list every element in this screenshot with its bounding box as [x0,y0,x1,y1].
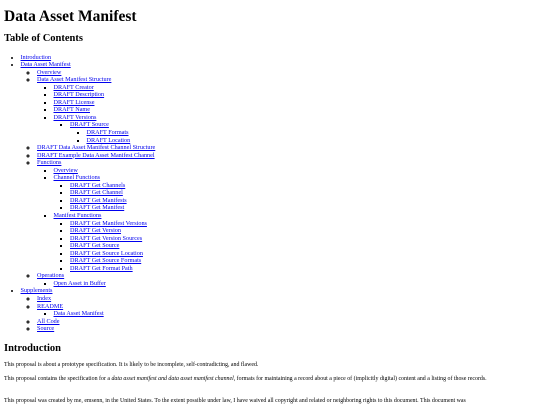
table-of-contents [4,54,155,333]
toc-item [37,152,155,160]
toc-item [37,325,155,333]
toc-item [70,182,155,190]
toc-link-manifest-functions[interactable]: Manifest Functions [53,211,102,219]
toc-link-all-code[interactable]: All Code [37,317,60,325]
toc-item [54,84,156,92]
toc-link-get-channel[interactable]: DRAFT Get Channel [70,189,123,197]
toc-item [54,91,156,99]
toc-item [37,76,155,144]
intro-paragraph-3: This proposal was created by me, emsenn, in the United States. To the extent possible under law, I have waived all copyright and related or neighboring rights to this document. This document was [4,398,466,404]
toc-item [70,204,155,212]
page-title: Data Asset Manifest [4,8,137,25]
toc-link-get-version-sources[interactable]: DRAFT Get Version Sources [70,234,143,242]
toc-link-structure[interactable]: Data Asset Manifest Structure [37,76,112,84]
toc-item [37,144,155,152]
toc-item [54,310,156,318]
toc-item [37,272,155,287]
toc-item [21,54,156,62]
toc-list [4,54,155,333]
toc-link-source[interactable]: DRAFT Source [70,121,109,129]
toc-link-description[interactable]: DRAFT Description [53,91,105,99]
toc-link-versions[interactable]: DRAFT Versions [53,113,97,121]
toc-link-creator[interactable]: DRAFT Creator [53,83,94,91]
toc-link-operations[interactable]: Operations [37,272,65,280]
toc-item [70,250,155,258]
toc-link-channel-structure[interactable]: DRAFT Data Asset Manifest Channel Structure [37,144,156,152]
toc-link-formats[interactable]: DRAFT Formats [86,128,129,136]
introduction-heading: Introduction [4,343,61,354]
toc-link-readme-dam[interactable]: Data Asset Manifest [53,310,104,318]
toc-link-source-code[interactable]: Source [37,325,55,333]
toc-item [70,265,155,273]
toc-link-get-source-location[interactable]: DRAFT Get Source Location [70,249,143,257]
toc-item [54,280,156,288]
toc-item [37,295,155,303]
toc-item [21,61,156,287]
toc-link-name[interactable]: DRAFT Name [53,106,90,114]
toc-item [54,174,156,212]
toc-link-get-source-formats[interactable]: DRAFT Get Source Formats [70,257,142,265]
toc-item [54,212,156,272]
toc-item [70,235,155,243]
toc-item [70,227,155,235]
toc-item [70,220,155,228]
toc-item [70,242,155,250]
toc-link-license[interactable]: DRAFT License [53,98,95,106]
intro-paragraph-2 [4,376,534,384]
toc-item [37,303,155,318]
intro-p2-end: , formats for maintaining a record about a piece of (implicitly digital) content and a listing of those records. [233,376,487,382]
toc-link-get-version[interactable]: DRAFT Get Version [70,227,121,235]
toc-item [54,114,156,144]
toc-item [54,99,156,107]
toc-item [70,189,155,197]
toc-link-get-manifest[interactable]: DRAFT Get Manifest [70,204,125,212]
toc-link-channel-functions[interactable]: Channel Functions [53,174,101,182]
toc-item [70,197,155,205]
toc-link-readme[interactable]: README [37,302,64,310]
toc-link-get-manifests[interactable]: DRAFT Get Manifests [70,196,127,204]
toc-link-get-format-path[interactable]: DRAFT Get Format Path [70,264,133,272]
toc-item [87,129,156,137]
toc-link-overview[interactable]: Overview [37,68,62,76]
toc-item [70,257,155,265]
toc-heading: Table of Contents [4,33,83,44]
toc-link-get-manifest-versions[interactable]: DRAFT Get Manifest Versions [70,219,147,227]
toc-item [87,137,156,145]
toc-item [70,121,155,144]
intro-p2-start: This proposal contains the specification for a [4,376,112,382]
toc-link-functions-overview[interactable]: Overview [53,166,78,174]
toc-link-get-channels[interactable]: DRAFT Get Channels [70,181,126,189]
toc-link-index[interactable]: Index [37,295,52,302]
toc-link-get-source[interactable]: DRAFT Get Source [70,242,120,250]
toc-item [37,69,155,77]
toc-link-supplements[interactable]: Supplements [20,287,53,295]
toc-link-location[interactable]: DRAFT Location [86,136,131,144]
intro-paragraph-1: This proposal is about a prototype specification. It is likely to be incomplete, self-contradicting, and flawed. [4,362,259,368]
toc-item [37,159,155,272]
toc-item [21,287,156,332]
toc-link-functions[interactable]: Functions [37,159,62,167]
toc-link-open-asset[interactable]: Open Asset in Buffer [53,279,106,287]
intro-p2-emphasis: data asset manifest and data asset manifest channel [111,376,234,382]
toc-item [54,106,156,114]
toc-link-data-asset-manifest[interactable]: Data Asset Manifest [20,61,71,69]
toc-link-example-channel[interactable]: DRAFT Example Data Asset Manifest Channel [37,151,155,159]
toc-item [54,167,156,175]
toc-item [37,318,155,326]
toc-link-introduction[interactable]: Introduction [20,53,52,61]
